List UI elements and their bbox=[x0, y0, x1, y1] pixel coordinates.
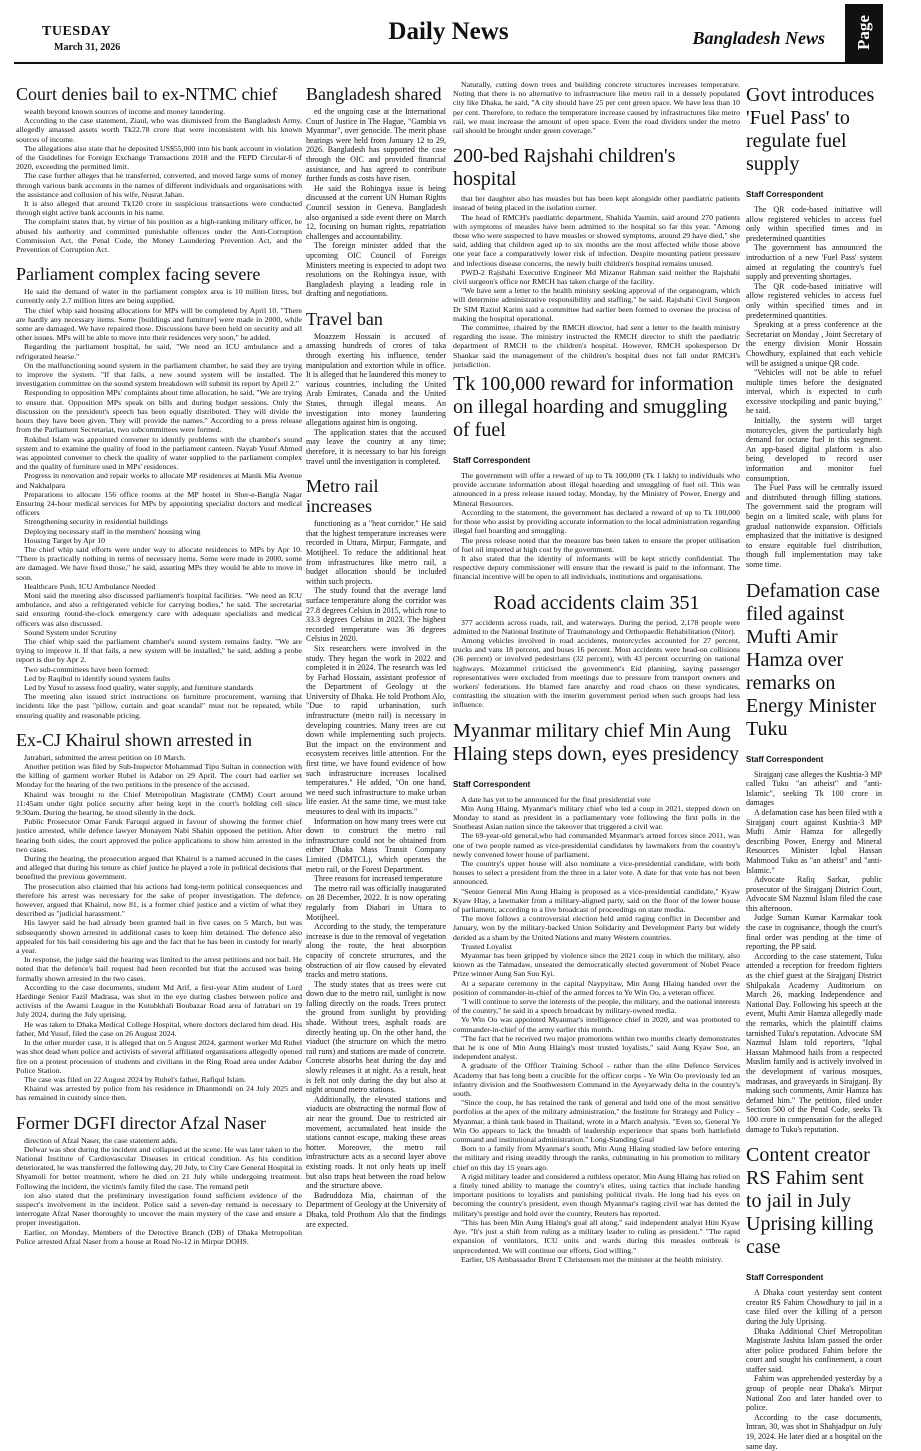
paragraph: "I will continue to serve the interests of the people, the military, and the national interests of the country," he said in a speech broadcast by military-owned media. bbox=[453, 997, 740, 1016]
byline: Staff Correspondent bbox=[746, 190, 824, 199]
paragraph: Two sub-committees have been formed: bbox=[24, 664, 150, 674]
paragraph: Speaking at a press conference at the Secretariat on Monday , Joint Secretary of the energy division Monir Hossain Chowdhury, explained that each vehicle will be assigned a unique QR code. bbox=[746, 320, 882, 368]
article-khairul bbox=[16, 730, 302, 1103]
paragraph: Trusted Loyalist bbox=[461, 941, 513, 951]
paragraph: Housing Target by Apr 10 bbox=[24, 535, 106, 545]
body bbox=[746, 1288, 882, 1451]
paragraph: Moazzem Hossain is accused of amassing hundreds of crores of taka through exerting his influence, tender manipulation and extortion while in office. It is alleged that he laundered this money to various countries, including the United Arab Emirates, Canada and the United States, through illegal means. An investigation into money laundering allegations against him is ongoing. bbox=[306, 331, 446, 428]
column-4 bbox=[746, 80, 882, 1451]
paragraph: wealth beyond known sources of income and money laundering. bbox=[24, 107, 226, 116]
paragraph: Healthcare Push, ICU Ambulance Needed bbox=[24, 581, 156, 591]
paragraph: Additionally, the elevated stations and viaducts are obstructing the normal flow of air near the ground. Due to restricted air movement, accumulated heat inside the stations cannot escape, making these areas hotter. Moreover, the metro rail infrastructure acts as a second layer above existing roads. It not only heats up itself but also traps heat between the road below and the structure above. bbox=[306, 1094, 446, 1191]
paragraph: According to the case documents, Imran, 30, was shot in Shahjadpur on July 19, 2024. He later died at a hospital on the same day. bbox=[746, 1412, 882, 1451]
column-1 bbox=[16, 80, 302, 1246]
body bbox=[306, 332, 446, 466]
paragraph: functioning as a "heat corridor." He said that the highest temperature increases were recorded in Uttara, Mirpur, Farmgate, and Motijheel. To reduce the additional heat from infrastructures like metro rail, a budget allocation should be included within such projects. bbox=[306, 519, 446, 586]
article-rajshahi-hospital bbox=[453, 145, 740, 369]
paragraph: The study found that the average land surface temperature along the corridor was 27.8 degrees Celsius in 2015, which rose to 33.3 degrees Celsius in 2023. The highest recorded temperature was 36 degrees Celsius in 2020. bbox=[306, 586, 446, 644]
paragraph: During the hearing, the prosecution argued that Khairul is a named accused in the cases and alleged that during his tenure as chief justice he played a role in political decisions that benefited the previous government. bbox=[16, 854, 302, 882]
body bbox=[453, 618, 740, 710]
headline: Tk 100,000 reward for information on illegal hoarding and smuggling of fuel bbox=[453, 373, 734, 442]
paragraph: Sound System under Scrutiny bbox=[24, 627, 117, 637]
paragraph: Ye Win Oo was appointed Myanmar's intelligence chief in 2020, and was promoted to commander-in-chief of the army earlier this month. bbox=[453, 1015, 740, 1034]
paragraph: Six researchers were involved in the study. They began the work in 2022 and completed it in 2024. The research was led by Farhad Hossain, assistant professor of the Department of Geology at the University of Dhaka. He told Prothom Alo, "Due to rapid urbanisation, such infrastructure (metro rail) is necessary in developing countries. Many trees are cut down while implementing such projects. But the impact on the environment and ecosystem receives little attention. For the first time, we have found evidence of how such infrastructure increases localised temperatures." He added, "On one hand, we need such infrastructure to make urban life easier. At the same time, we must take measures to deal with its impacts." bbox=[306, 643, 446, 816]
article-travel-ban bbox=[306, 309, 446, 466]
body bbox=[16, 287, 302, 720]
issue-date: March 31, 2026 bbox=[54, 42, 121, 53]
paragraph: Preparations to allocate 156 office rooms at the MP hostel in Sher-e-Bangla Nagar Ensuring 24-hour medical services for MPs by appointing specialist doctors and medical officers bbox=[16, 489, 302, 518]
paragraph: The meeting also issued strict instructions on furniture procurement, warning that incidents like the past "pillow, curtain and goat scandal" must not be repeated, while ensuring quality and reasonable pricing. bbox=[16, 692, 302, 720]
paragraph: The chief whip said the parliament chamber's sound system remains faulty. "We are trying to improve it. If that fails, a new system will be installed," he said, adding a probe report is due by Apr 2. bbox=[16, 636, 302, 665]
headline: Defamation case filed against Mufti Amir Hamza over remarks on Energy Minister Tuku bbox=[746, 579, 880, 740]
masthead bbox=[14, 0, 916, 64]
paragraph: The head of RMCH's paediatric department, Shahida Yasmin, said around 270 patients with symptoms of measles have been admitted to the hospital so far this year. "Among those who were suspected to have measles or showed symptoms, around 29 have died," she said, adding that children aged up to six months are the most affected while those above one year face a comparatively lower risk of infection. Despite mounting patient pressure and infectious disease concerns, the newly built children's hospital remains unused. bbox=[453, 212, 740, 268]
column-3 bbox=[453, 80, 740, 1264]
paragraph: Responding to opposition MPs' complaints about time allocation, he said, "We are trying to ensure that. Opposition MPs speak on bills and during budget sessions. Only the discussion on the president's speech has been equally distributed. They will divide the hours they have been given. They will provide the names." According to a press release from the Parliament Secretariat, two subcommittees were formed. bbox=[16, 388, 302, 435]
headline: Bangladesh shared bbox=[306, 84, 442, 104]
paragraph: Naturally, cutting down trees and building concrete structures increases temperature. Noting that there is no alternative to infrastructure like metro rail in a densely populated city like Dhaka, he said, "A city should have 25 per cent green space. We have less than 10 per cent. Therefore, to reduce the temperature increase caused by infrastructures like metro rail, we must increase the amount of open space. Even the road dividers under the metro rail should be brought under green coverage." bbox=[453, 80, 740, 136]
paragraph: Moni said the meeting also discussed parliament's hospital facilities. "We need an ICU ambulance, and also a refrigerated vehicle for carrying bodies," he said. The secretariat said ensuring round-the-clock emergency care with adequate specialists and medical officers was also discussed. bbox=[16, 590, 302, 628]
paragraph: Deploying necessary staff in the members' housing wing bbox=[24, 526, 201, 536]
paragraph: According to the study, the temperature increase is due to the removal of vegetation along the route, the heat absorption capacity of concrete structures, and the obstruction of air flow caused by elevated tracks and metro stations. bbox=[306, 922, 446, 980]
paragraph: PWD-2 Rajshahi Executive Engineer Md Mizanur Rahman said neither the Rajshahi civil surgeon's office nor RMCH has taken charge of the facility. bbox=[453, 267, 740, 287]
body bbox=[453, 194, 740, 369]
body bbox=[453, 471, 740, 581]
paragraph: The QR code-based initiative will allow registered vehicles to access fuel only within specified times and in predetermined quantities bbox=[746, 205, 882, 243]
article-metro-rail bbox=[306, 476, 446, 1229]
byline: Staff Correspondent bbox=[453, 779, 531, 789]
paragraph: Jatrabari, submitted the arrest petition on 10 March. bbox=[24, 752, 186, 762]
paragraph: Three reasons for increased temperature bbox=[314, 874, 443, 884]
headline: Parliament complex facing severe bbox=[16, 264, 261, 285]
body bbox=[16, 107, 302, 254]
page-label: Page bbox=[854, 15, 873, 51]
article-bangladesh-shared bbox=[306, 84, 446, 299]
paragraph: Among vehicles involved in road accidents, motorcycles accounted for 27 percent, trucks and vans 18 percent, and buses 16 percent. Most accidents were head-on collisions (36 percent) or involved pedestrians (32 percent), with 43 percent occurring on national highways. Mozammel criticised the government's Eid planning, saying passenger representatives were excluded from meetings due to pressure from transport owners and workers' federations. He blamed fare anarchy and road chaos on these syndicates, contrasting the situation with the interim government period when such groups had less influence. bbox=[453, 635, 740, 710]
paragraph: The case was filed on 22 August 2024 by Rubel's father, Rafiqul Islam. bbox=[24, 1074, 246, 1084]
paragraph: He was taken to Dhaka Medical College Hospital, where doctors declared him dead. His father, Md Yusuf, filed the case on 26 August 2024. bbox=[16, 1019, 302, 1038]
paragraph: "This has been Min Aung Hlaing's goal all along," said independent analyst Htin Kyaw Aye. "It's just a shift from ruling as a military leader to ruling as president." "The rapid expansion of ventilators, ICU units and wards during this measles outbreak is unprecedented. We will continue our efforts, God willing." bbox=[453, 1217, 740, 1255]
article-parliament bbox=[16, 264, 302, 720]
paragraph: The application states that the accused may leave the country at any time; therefore, it is necessary to bar his foreign travel until the investigation is completed. bbox=[306, 427, 446, 466]
paragraph: Rokibul Islam was appointed convener to identify problems with the chamber's sound system and to examine the quality of food in the parliament canteen. Nayab Yusuf Ahmed was appointed convener to check the quality of water supplied to the parliament complex and the quality of furniture used in MPs' residences. bbox=[16, 434, 302, 472]
article-fuel-pass bbox=[746, 84, 882, 570]
paragraph: The chief whip said efforts were under way to allocate residences to MPs by Apr 10. "There is practically nothing in terms of necessary items. Some were made in 2000, some are damaged. We have fixed those," he said, assuring MPs they would be able to move in soon. bbox=[16, 544, 302, 582]
paragraph: The case further alleges that he transferred, converted, and moved large sums of money through various bank accounts in the names of different individuals and organisations with the assistance and collusion of his wife, Nusrat Jahan. bbox=[16, 171, 302, 199]
paragraph: "We have sent a letter to the health ministry seeking approval of the organogram, which will determine administrative responsibility and staffing," he said. Rajshahi Civil Surgeon Dr SIM Raziul Karim said a committee had earlier been formed to oversee the process of making the hospital operational. bbox=[453, 286, 740, 323]
paragraph: Born to a family from Myanmar's south, Min Aung Hlaing studied law before entering the military and rising steadily through the ranks, culminating in his promotion to military chief on this day 15 years ago. bbox=[453, 1144, 740, 1172]
paragraph: According to the case documents, student Md Arif, a first-year Alim student of Lord Hardinge Senior Fazil Madrasa, was shot in the eye during clashes between police and activists of the Awami League in the Kutubkhali Boubazar Road area of Jatrabari on 19 July 2024, during the July uprising. bbox=[16, 982, 302, 1020]
body bbox=[746, 205, 882, 570]
page-number-box bbox=[845, 4, 916, 62]
paragraph: Advocate Rafiq Sarkar, public prosecutor of the Sirajganj District Court, Advocate SM Nazmul Islam filed the case this afternoon. bbox=[746, 875, 882, 913]
headline: Ex-CJ Khairul shown arrested in bbox=[16, 729, 252, 750]
headline: Former DGFI director Afzal Naser bbox=[16, 1112, 266, 1133]
paragraph: Badruddoza Mia, chairman of the Department of Geology at the University of Dhaka, told Prothom Alo that the findings are expected. bbox=[306, 1190, 446, 1229]
paragraph: "The fact that he received two major promotions within two months clearly demonstrates that he is one of Min Aung Hlaing's most trusted loyalists," said Aung Kyaw Soe, an independent analyst. bbox=[453, 1033, 740, 1062]
paragraph: Public Prosecutor Omar Faruk Faruqui argued in favour of showing the former chief justice arrested, while defence lawyer Monayem Nabi Shahin opposed the petition. After hearing both sides, the court approved the police applications to show him arrested in the two cases. bbox=[16, 817, 302, 854]
paragraph: The country's upper house will also nominate a vice-presidential candidate, with both houses to select a president from the three in a later vote. A date for that vote has not been announced. bbox=[453, 858, 740, 887]
paragraph: "Since the coup, he has retained the rank of general and held one of the most sensitive portfolios at the apex of the military administration," the Institute for Strategy and Policy – Myanmar, a think tank based in Thailand, wrote in a March analysis. "Even so, General Ye Win Oo appears to lack the breadth of leadership experience that spans both battlefield command and institutional administration." Long-Standing Goal bbox=[453, 1098, 740, 1145]
body bbox=[306, 107, 446, 299]
body bbox=[16, 753, 302, 1103]
issue-day: TUESDAY bbox=[42, 24, 112, 39]
body bbox=[16, 1136, 302, 1246]
page-number: 11 bbox=[887, 20, 916, 46]
article-defamation bbox=[746, 580, 882, 1135]
paragraph: The complaint states that, by virtue of his position as a high-ranking military officer, he abused his authority and committed punishable offences under the Anti-Corruption Commission Act, the Penal Code, the Money Laundering Prevention Act, and the Prevention of Corruption Act. bbox=[16, 217, 302, 255]
paragraph: The study states that as trees were cut down due to the metro rail, sunlight is now falling directly on the roads. Trees protect the ground from sunlight by providing shade. Without trees, asphalt roads are directly heating up. On the other hand, the viaduct (the structure on which the metro rail runs) and stations are made of concrete. Concrete absorbs heat during the day and slowly releases it at night. As a result, heat is felt not only during the day but also at night around metro stations. bbox=[306, 979, 446, 1095]
paragraph: The committee, chaired by the RMCH director, had sent a letter to the health ministry regarding the issue. The ministry instructed the RMCH director to shift the paediatric department of RMCH to the children's hospital. However, RMCH spokesperson Dr Shankar said the management of the children's hospital does not fall under RMCH's jurisdiction. bbox=[453, 323, 740, 369]
paragraph: According to the case statement, Tuku attended a reception for freedom fighters as the chief guest at the Sirajganj District Shilpakala Academy Auditorium on March 26, marking Independence and National Day. Following his speech at the event, Mufti Amir Hamza allegedly made the remarks, which the plaintiff claims tarnished Tuku's reputation. Advocate SM Nazmul Islam told reporters, "Iqbal Hassan Mahmood hails from a respected Muslim family and is actively involved in the development of various mosques, madrasas, and graveyards in Sirajganj. By making such comments, Amir Hamza has defamed him." The petition, filed under Section 500 of the Penal Code, seeks Tk 100 crore in compensation for the alleged damage to Tuku's reputation. bbox=[746, 951, 882, 1134]
paragraph: ion also stated that the preliminary investigation found sufficient evidence of the suspect's involvement in the incident. Police said a seven-day remand is necessary to interrogate Afzal Naser thoroughly to uncover the main mystery of the case and ensure a proper investigation. bbox=[16, 1190, 302, 1228]
paragraph: Delwar was shot during the incident and collapsed at the scene. He was later taken to the National Institute of Cardiovascular Diseases in critical condition. As his condition deteriorated, he was transferred the following day, 20 July, to City Care General Hospital in Shyamoli for better treatment, where he died on 21 July while undergoing treatment. Following the incident, the victim's family filed the case. The remand petit bbox=[16, 1144, 302, 1191]
headline: Govt introduces 'Fuel Pass' to regulate fuel supply bbox=[746, 84, 875, 175]
paragraph: In response, the judge said the hearing was limited to the arrest petitions and not bail. He noted that the defence's bail request had been recorded but that the accused was being formally shown arrested in the two cases. bbox=[16, 955, 302, 983]
headline: Travel ban bbox=[306, 308, 383, 329]
paragraph: A defamation case has been filed with a Sirajganj court against Kushtia-3 MP Mufti Amir Hamza for allegedly describing Power, Energy and Mineral Resources Minister Iqbal Hassan Mahmood Tuku as "an atheist" and "anti-Islamic." bbox=[746, 807, 882, 875]
paragraph: The government has announced the introduction of a new 'Fuel Pass' system aimed at regulating the country's fuel supply and preventing shortages. bbox=[746, 243, 882, 282]
paragraph: Regarding the parliament hospital, he said, "We need an ICU ambulance and a refrigerated hearse." bbox=[16, 342, 302, 361]
paragraph: He said the Rohingya issue is being discussed at the current UN Human Rights Council session in Geneva. Bangladesh also organised a side event there on March 12, focusing on human rights, repatriation challenges and accountability. bbox=[306, 183, 446, 241]
paragraph: The 69-year-old general,who had commanded Myanmar's armed forces since 2011, was one of two people named as vice-presidential candidates by lawmakers from the country's newly convened lower house of parliament. bbox=[453, 831, 740, 859]
paragraph: His lawyer said he had already been granted bail in five cases on 5 March, but was subsequently shown arrested in additional cases to keep him detained. The defence also appealed for his bail considering his age and the fact that he has been in custody for nearly a year. bbox=[16, 918, 302, 956]
paragraph: direction of Afzal Naser, the case statement adds. bbox=[24, 1135, 178, 1145]
column-2 bbox=[306, 80, 446, 1229]
paragraph: 377 accidents across roads, rail, and waterways. During the period, 2,178 people were admitted to the National Institute of Traumatology and Orthopaedic Rehabilitation (Nitor). bbox=[453, 617, 740, 636]
paragraph: Another petition was filed by Sub-Inspector Mohammad Tipu Sultan in connection with the killing of garment worker Rubel in Adabor on 29 April. The court had earlier set Monday for the hearing of the two petitions in the presence of the accused. bbox=[16, 762, 302, 790]
paragraph: Earlier, on Monday, Members of the Detective Branch (DB) of Dhaka Metropolitan Police arrested Afzal Naser from a house at Road No-12 in Mirpur DOHS. bbox=[16, 1227, 302, 1246]
paragraph: Dhaka Additional Chief Metropolitan Magistrate Jashita Islam passed the order after police produced Fahim before the court and sought his confinement, a court staffer said. bbox=[746, 1326, 882, 1374]
paragraph: On the malfunctioning sound system in the parliament chamber, he said they are trying to improve the system. "If that fails, a new sound system will be installed. The investigation committee on the sound system breakdown will submit its report by April 2." bbox=[16, 360, 302, 389]
paragraph: It is also alleged that around Tk120 crore in suspicious transactions were conducted through eight active bank accounts in his name. bbox=[16, 199, 302, 218]
paragraph: A graduate of the Officer Training School - rather than the elite Defence Services Academy that has long been a crucible for the officer corps - Ye Win Oo previously led an infantry division and the Southwestern Command in the Ayeyarwady delta in the country's south. bbox=[453, 1061, 740, 1099]
paragraph: that her daughter also has measles but has been kept alongside other paediatric patients instead of being placed in the isolation corner. bbox=[453, 194, 740, 213]
paragraph: The move follows a controversial election held amid raging conflict in December and January, won by the military-backed Union Solidarity and Development Party but widely derided as a sham by the United Nations and many Western countries. bbox=[453, 914, 740, 942]
paragraph: Led by Raqibul to identify sound system faults bbox=[24, 673, 171, 683]
paragraph: The prosecution also claimed that his actions had long-term political consequences and therefore his arrest was necessary for the sake of proper investigation. The defence, however, argued that Khairul, now 81, is a former chief justice and a victim of what they described as "judicial harassment." bbox=[16, 881, 302, 919]
paragraph: According to the statement, the government has declared a reward of up to Tk 100,000 for those who assist by providing accurate information to the local administration regarding illegal fuel hoarding and smuggling. bbox=[453, 507, 740, 536]
section-brand: Bangladesh News bbox=[692, 28, 825, 48]
headline: Court denies bail to ex-NTMC chief bbox=[16, 84, 278, 104]
paragraph: Information on how many trees were cut down to construct the metro rail infrastructure could not be obtained from either Dhaka Mass Transit Company Limited (DMTCL), which operates the metro rail, or the Forest Department. bbox=[306, 816, 446, 874]
body bbox=[453, 795, 740, 1264]
paragraph: Khairul was brought to the Chief Metropolitan Magistrate (CMM) Court around 11:45am under tight police security after being kept in the court's holding cell since 9:30am. During the hearing, he stood silently in the dock. bbox=[16, 789, 302, 818]
body bbox=[746, 770, 882, 1135]
headline: Metro rail increases bbox=[306, 476, 379, 517]
paragraph: According to the case statement, Ziaul, who was dismissed from the Bangladesh Army, allegedly amassed assets worth Tk22.78 crore that were inconsistent with his known sources of income. bbox=[16, 116, 302, 144]
paragraph: Initially, the system will target motorcycles, given the particularly high demand for octane fuel in this segment. An app-based digital platform is also being developed to record user information and monitor fuel consumption. bbox=[746, 416, 882, 483]
article-rs-fahim bbox=[746, 1144, 882, 1451]
paragraph: The government will offer a reward of up to Tk 100,000 (Tk 1 lakh) to individuals who provide accurate information about illegal hoarding and smuggling of fuel oil. This was announced in a press release issued today, Monday, by the Ministry of Power, Energy and Mineral Resources. bbox=[453, 471, 740, 508]
article-road-accidents bbox=[453, 592, 740, 710]
paragraph: The allegations also state that he deposited US$55,000 into his bank account in violation of the Guidelines for Foreign Exchange Transactions 2018 and the FEPD Circular-6 of 2020, exceeding the permitted limit. bbox=[16, 143, 302, 172]
paragraph: Progress in renovation and repair works to allocate MP residences at Manik Mia Avenue and Nakhalpara bbox=[16, 471, 302, 490]
paragraph: ed the ongoing case at the International Court of Justice in The Hague, "Gambia vs Myanmar", over genocide. The merit phase hearings were held from January 12 to 29, 2026. Bangladesh has supported the case through the OIC and provided financial assistance, and has agreed to contribute further funds as costs have risen. bbox=[306, 107, 446, 184]
paragraph: Strengthening security in residential buildings bbox=[24, 517, 168, 527]
paragraph: Judge Suman Kumar Karmakar took the case in cognisance, though the court's final order was pending at the time of reporting, the PP said. bbox=[746, 913, 882, 952]
paragraph: He said the demand of water in the parliament complex area is 10 million litres, but currently only 2.7 million litres are being supplied. bbox=[16, 287, 302, 306]
paragraph: The chief whip said housing allocations for MPs will be completed by April 10. "There are hardly any necessary items. Some [buildings and furniture] were made in 2000, while some are damaged. We have repaired those. Discussions have been held on security and all other issues. MPs will be able to move into their residences very soon," he added. bbox=[16, 305, 302, 343]
paragraph: Khairul was arrested by police from his residence in Dhanmondi on 24 July 2025 and has remained in custody since then. bbox=[16, 1084, 302, 1103]
paragraph: "Vehicles will not be able to refuel multiple times before the designated interval, which is expected to curb excessive stockpiling and panic buying," he said. bbox=[746, 368, 882, 416]
paragraph: Led by Yusuf to assess food quality, water supply, and furniture standards bbox=[24, 682, 254, 692]
headline: Content creator RS Fahim sent to jail in July Uprising killing case bbox=[746, 1144, 874, 1259]
paragraph: A date has yet to be announced for the final presidential vote bbox=[461, 794, 651, 804]
newspaper-title: Daily News bbox=[388, 18, 509, 45]
headline: Myanmar military chief Min Aung Hlaing steps down, eyes presidency bbox=[453, 719, 740, 765]
article-dgfi bbox=[16, 1113, 302, 1246]
paragraph: Earlier, US Ambassador Brent T Christensen met the minister at the health ministry. bbox=[461, 1254, 723, 1264]
paragraph: The press release noted that the measure has been taken to ensure the proper utilisation of fuel oil imported at high cost by the government. bbox=[453, 535, 740, 554]
byline: Staff Correspondent bbox=[746, 1273, 824, 1283]
article-myanmar bbox=[453, 720, 740, 1264]
body bbox=[306, 519, 446, 1229]
article-ntmc bbox=[16, 84, 302, 254]
paragraph: A Dhaka court yesterday sent content creator RS Fahim Chowdhury to jail in a case filed over the killing of a person during the July Uprising. bbox=[746, 1288, 882, 1326]
paragraph: Min Aung Hlaing, Myanmar's military chief who led a coup in 2021, stepped down on Monday to stand as president in a parliamentary vote following the first polls in the Southeast Asian nation since the takeover that triggered a civil war. bbox=[453, 803, 740, 832]
paragraph: The foreign minister added that the upcoming OIC Council of Foreign Ministers meeting is expected to adopt two resolutions on the Rohingya issue, with Bangladesh playing a leading role in drafting and negotiations. bbox=[306, 241, 446, 299]
paragraph: Myanmar has been gripped by violence since the 2021 coup in which the military, also known as the Tatmadaw, unseated the democratically elected government of Nobel Peace Prize winner Aung San Suu Kyi. bbox=[453, 951, 740, 979]
paragraph: It also stated that the identity of informants will be kept strictly confidential. The respective deputy commissioner will ensure that the reward is paid to the informant. The financial incentive will be open to all individuals, institutions and organisations. bbox=[453, 553, 740, 582]
article-fuel-reward bbox=[453, 373, 740, 581]
lead-continuation bbox=[453, 80, 740, 135]
headline: Road accidents claim 351 bbox=[493, 591, 700, 614]
byline: Staff Correspondent bbox=[453, 456, 531, 466]
paragraph: At a separate ceremony in the capital Naypyitaw, Min Aung Hlaing handed over the position of commander-in-chief of the armed forces to Ye Win Oo, a veteran officer. bbox=[453, 978, 740, 997]
paragraph: The Fuel Pass will be centrally issued and distributed through filling stations. The government said the program will begin on a limited scale, with plans for gradual nationwide expansion. Officials emphasized that the initiative is designed to ensure equitable fuel distribution, though full implementation may take some time. bbox=[746, 483, 882, 569]
paragraph: The QR code-based initiative will allow registered vehicles to access fuel only within specified times and in predetermined quantities. bbox=[746, 281, 882, 320]
paragraph: The metro rail was officially inaugurated on 28 December, 2022. It is now operating regularly from Diabari in Uttara to Motijheel. bbox=[306, 883, 446, 922]
byline: Staff Correspondent bbox=[746, 754, 824, 764]
paragraph: In the other murder case, it is alleged that on 5 August 2024, garment worker Md Rubel was shot dead when police and activists of several affiliated organisations allegedly opened fire on a protest procession of students and civilians in the Ring Road area under Adabor Police Station. bbox=[16, 1038, 302, 1075]
paragraph: Sirajganj case alleges the Kushtia-3 MP called Tuku "an atheist" and "anti-Islamic", seeking Tk 100 crore in damages bbox=[746, 769, 882, 808]
paragraph: Fahim was apprehended yesterday by a group of people near Dhaka's Mirpur National Zoo and later handed over to police. bbox=[746, 1374, 882, 1413]
paragraph: A rigid military leader and considered a ruthless operator, Min Aung Hlaing has relied on a finely tuned ability to manage the country's elites, using tactics that include handing important positions to loyalists and punishing political rivals. He long had his eyes on becoming the country's president, even though Myanmar's raging civil war has dented the military's prestige and hold over the country, Reuters has reported. bbox=[453, 1171, 740, 1218]
headline: 200-bed Rajshahi children's hospital bbox=[453, 145, 676, 191]
paragraph: "Senior General Min Aung Hlaing is proposed as a vice-presidential candidate," Kyaw Kyaw Htay, a lawmaker from a military-aligned party, said on the floor of the lower house of parliament, according to a live broadcast of proceedings on state media. bbox=[453, 886, 740, 914]
